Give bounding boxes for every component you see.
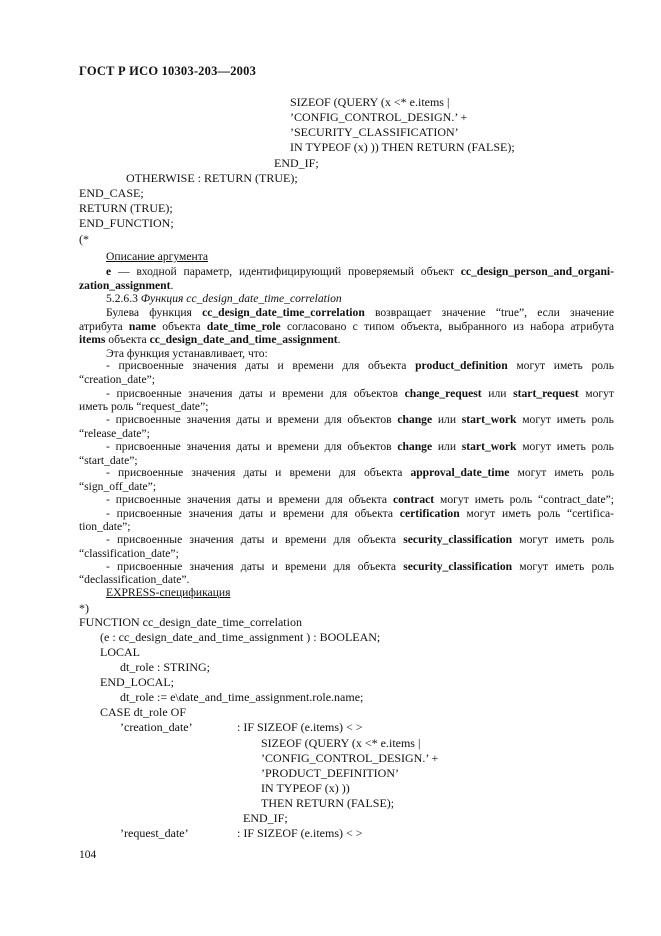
code-line: (e : cc_design_date_and_time_assignment ) : BOOLEAN; [100, 630, 381, 644]
express-heading: EXPRESS-спецификация [106, 586, 231, 599]
code-line: : IF SIZEOF (e.items) < > [237, 720, 363, 734]
list-item: - присвоенные значения даты и времени для объекта product_definition могут иметь роль [106, 359, 614, 372]
code-line: END_CASE; [79, 186, 144, 200]
intro-line: Эта функция устанавливает, что: [106, 347, 268, 360]
list-item: - присвоенные значения даты и времени для объектов change_request или start_request могут [106, 387, 614, 400]
code-line: END_LOCAL; [100, 675, 174, 689]
list-item: - присвоенные значения даты и времени для объекта contract могут иметь роль “contract_date”; [106, 493, 615, 506]
argument-line: zation_assignment. [79, 279, 174, 292]
list-item-cont: “release_date”; [79, 427, 150, 440]
argument-heading: Описание аргумента [106, 250, 209, 263]
code-line: : IF SIZEOF (e.items) < > [237, 826, 363, 840]
list-item-cont: “creation_date”; [79, 373, 155, 386]
code-line: (* [79, 232, 89, 246]
code-line: CASE dt_role OF [100, 705, 187, 719]
code-line: END_FUNCTION; [79, 216, 174, 230]
code-line: LOCAL [100, 645, 140, 659]
code-line: *) [79, 601, 89, 615]
code-line: OTHERWISE : RETURN (TRUE); [126, 171, 298, 185]
code-line: ’request_date’ [120, 826, 189, 840]
page-number: 104 [79, 849, 97, 861]
code-line: ’creation_date’ [120, 720, 193, 734]
list-item-cont: tion_date”; [79, 520, 131, 533]
code-line: END_IF; [243, 811, 288, 825]
code-line: SIZEOF (QUERY (x <* e.items | [290, 95, 450, 109]
code-line: END_IF; [274, 156, 319, 170]
document-header: ГОСТ Р ИСО 10303-203—2003 [79, 64, 257, 78]
code-line: FUNCTION cc_design_date_time_correlation [79, 615, 302, 629]
argument-line: e — входной параметр, идентифицирующий проверяемый объект cc_design_person_and_organi- [106, 265, 614, 278]
code-line: ’CONFIG_CONTROL_DESIGN.’ + [261, 751, 439, 765]
list-item: - присвоенные значения даты и времени для объектов change или start_work могут иметь роль [106, 413, 614, 426]
code-line: dt_role := e\date_and_time_assignment.role.name; [120, 690, 364, 704]
code-line: IN TYPEOF (x) )) [261, 781, 350, 795]
code-line: SIZEOF (QUERY (x <* e.items | [261, 736, 421, 750]
list-item-cont: “sign_off_date”; [79, 480, 157, 493]
paragraph-line: items объекта cc_design_date_and_time_assignment. [79, 333, 341, 346]
list-item: - присвоенные значения даты и времени для объекта security_classification могут иметь роль [106, 560, 614, 573]
code-line: ’SECURITY_CLASSIFICATION’ [290, 125, 459, 139]
code-line: dt_role : STRING; [120, 660, 210, 674]
list-item-cont: “declassification_date”. [79, 573, 190, 586]
code-line: ’CONFIG_CONTROL_DESIGN.’ + [290, 110, 468, 124]
code-line: THEN RETURN (FALSE); [261, 796, 395, 810]
list-item-cont: “start_date”; [79, 454, 138, 467]
list-item: - присвоенные значения даты и времени для объекта certification могут иметь роль “certifica- [106, 507, 614, 520]
list-item-cont: “classification_date”; [79, 547, 179, 560]
list-item: - присвоенные значения даты и времени для объектов change или start_work могут иметь роль [106, 440, 614, 453]
list-item: - присвоенные значения даты и времени для объекта approval_date_time могут иметь роль [106, 466, 614, 479]
section-title: 5.2.6.3 Функция cc_design_date_time_correlation [106, 292, 342, 305]
code-line: IN TYPEOF (x) )) THEN RETURN (FALSE); [290, 140, 515, 154]
list-item-cont: иметь роль “request_date”; [79, 400, 209, 413]
code-line: ’PRODUCT_DEFINITION’ [261, 766, 399, 780]
paragraph-line: Булева функция cc_design_date_time_correlation возвращает значение “true”, если значение [106, 306, 615, 319]
list-item: - присвоенные значения даты и времени для объекта security_classification могут иметь роль [106, 533, 614, 546]
code-line: RETURN (TRUE); [79, 201, 173, 215]
paragraph-line: атрибута name объекта date_time_role согласовано с типом объекта, выбранного из набора атрибута [79, 320, 615, 333]
